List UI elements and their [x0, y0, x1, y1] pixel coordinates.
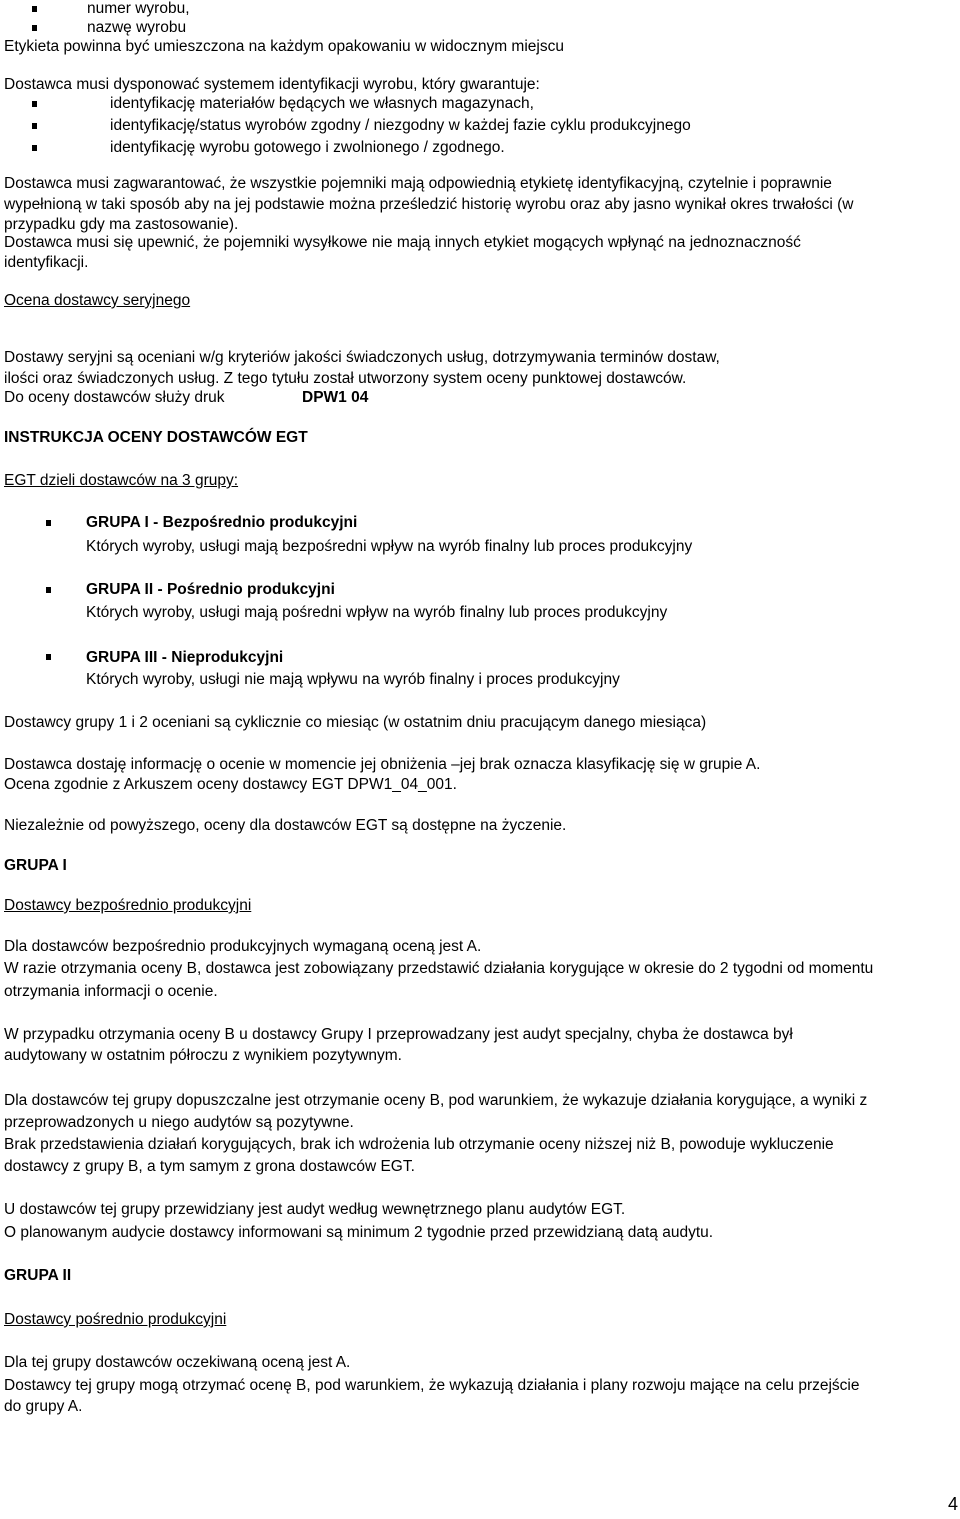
list-item: identyfikację/status wyrobów zgodny / niezgodny w każdej fazie cyklu produkcyjnego — [110, 117, 691, 134]
group-title: GRUPA II - Pośrednio produkcyjni — [86, 581, 335, 598]
paragraph-line: do grupy A. — [4, 1398, 83, 1415]
paragraph-line: Brak przedstawienia działań korygujących, brak ich wdrożenia lub otrzymanie oceny niższej niż B, powoduje wykluczenie — [4, 1136, 834, 1153]
paragraph-line: Dla dostawców bezpośrednio produkcyjnych wymaganą oceną jest A. — [4, 938, 482, 955]
group-subheading: Dostawcy pośrednio produkcyjni — [4, 1311, 227, 1328]
list-item: numer wyrobu, — [87, 0, 190, 17]
paragraph-line: wypełnioną w taki sposób aby na jej podstawie można prześledzić historię wyrobu oraz aby jasno wynikał okres trwałości (w — [4, 196, 854, 213]
list-item: identyfikację materiałów będących we własnych magazynach, — [110, 95, 534, 112]
paragraph-line: Dla tej grupy dostawców oczekiwaną oceną jest A. — [4, 1354, 351, 1371]
paragraph-line: U dostawców tej grupy przewidziany jest audyt według wewnętrznego planu audytów EGT. — [4, 1201, 626, 1218]
paragraph-line: Dla dostawców tej grupy dopuszczalne jest otrzymanie oceny B, pod warunkiem, że wykazuje działania korygujące, a wyniki z — [4, 1092, 868, 1109]
paragraph-line: Dostawca musi zagwarantować, że wszystkie pojemniki mają odpowiednią etykietę identyfikacyjną, czytelnie i poprawnie — [4, 175, 832, 192]
paragraph-line: Etykieta powinna być umieszczona na każdym opakowaniu w widocznym miejscu — [4, 38, 564, 55]
group-description: Których wyroby, usługi mają bezpośredni wpływ na wyrób finalny lub proces produkcyjny — [86, 538, 693, 555]
bullet-icon — [32, 145, 37, 151]
bullet-icon — [32, 6, 37, 12]
bullet-icon — [32, 101, 37, 107]
paragraph-line: ilości oraz świadczonych usług. Z tego tytułu został utworzony system oceny punktowej dostawców. — [4, 370, 687, 387]
page-number: 4 — [948, 1494, 959, 1514]
list-item: nazwę wyrobu — [87, 19, 187, 36]
paragraph-line: otrzymania informacji o ocenie. — [4, 983, 218, 1000]
paragraph-line: Dostawca musi się upewnić, że pojemniki wysyłkowe nie mają innych etykiet mogących wpłynąć na jednoznaczność — [4, 234, 801, 251]
section-heading: Ocena dostawcy seryjnego — [4, 292, 191, 309]
group-title: GRUPA I - Bezpośrednio produkcyjni — [86, 514, 358, 531]
paragraph-line: Ocena zgodnie z Arkuszem oceny dostawcy EGT DPW1_04_001. — [4, 776, 457, 793]
paragraph-line: Dostawcy grupy 1 i 2 oceniani są cyklicznie co miesiąc (w ostatnim dniu pracującym danego miesiąca) — [4, 714, 707, 731]
paragraph-line: W przypadku otrzymania oceny B u dostawcy Grupy I przeprowadzany jest audyt specjalny, chyba że dostawca był — [4, 1026, 793, 1043]
bullet-icon — [46, 520, 51, 526]
paragraph-line: W razie otrzymania oceny B, dostawca jest zobowiązany przedstawić działania korygujące w okresie do 2 tygodni od momentu — [4, 960, 874, 977]
paragraph-line: Do oceny dostawców służy druk — [4, 389, 225, 406]
group-heading: GRUPA II — [4, 1267, 72, 1284]
paragraph-line: identyfikacji. — [4, 254, 89, 271]
paragraph-line: dostawcy z grupy B, a tym samym z grona dostawców EGT. — [4, 1158, 415, 1175]
paragraph-line: audytowany w ostatnim półroczu z wynikiem pozytywnym. — [4, 1047, 402, 1064]
instruction-heading: INSTRUKCJA OCENY DOSTAWCÓW EGT — [4, 429, 308, 446]
group-heading: GRUPA I — [4, 857, 67, 874]
paragraph-line: Dostawcy tej grupy mogą otrzymać ocenę B, pod warunkiem, że wykazują działania i plany rozwoju mające na celu przejście — [4, 1377, 860, 1394]
group-subheading: Dostawcy bezpośrednio produkcyjni — [4, 897, 252, 914]
group-title: GRUPA III - Nieprodukcyjni — [86, 649, 284, 666]
group-description: Których wyroby, usługi mają pośredni wpływ na wyrób finalny lub proces produkcyjny — [86, 604, 668, 621]
group-description: Których wyroby, usługi nie mają wpływu na wyrób finalny i proces produkcyjny — [86, 671, 620, 688]
paragraph-line: Dostawca dostaję informację o ocenie w momencie jej obniżenia –jej brak oznacza klasyfikację się w grupie A. — [4, 756, 761, 773]
bullet-icon — [46, 654, 51, 660]
bullet-icon — [32, 25, 37, 31]
form-code: DPW1 04 — [302, 389, 369, 406]
paragraph-line: przypadku gdy ma zastosowanie). — [4, 216, 239, 233]
bullet-icon — [46, 587, 51, 593]
list-item: identyfikację wyrobu gotowego i zwolnionego / zgodnego. — [110, 139, 505, 156]
paragraph-line: przeprowadzonych u niego audytów są pozytywne. — [4, 1114, 354, 1131]
paragraph-line: Dostawca musi dysponować systemem identyfikacji wyrobu, który gwarantuje: — [4, 76, 540, 93]
bullet-icon — [32, 123, 37, 129]
groups-intro: EGT dzieli dostawców na 3 grupy: — [4, 472, 239, 489]
paragraph-line: O planowanym audycie dostawcy informowani są minimum 2 tygodnie przed przewidzianą datą audytu. — [4, 1224, 714, 1241]
paragraph-line: Niezależnie od powyższego, oceny dla dostawców EGT są dostępne na życzenie. — [4, 817, 567, 834]
paragraph-line: Dostawy seryjni są oceniani w/g kryteriów jakości świadczonych usług, dotrzymywania terminów dostaw, — [4, 349, 720, 366]
